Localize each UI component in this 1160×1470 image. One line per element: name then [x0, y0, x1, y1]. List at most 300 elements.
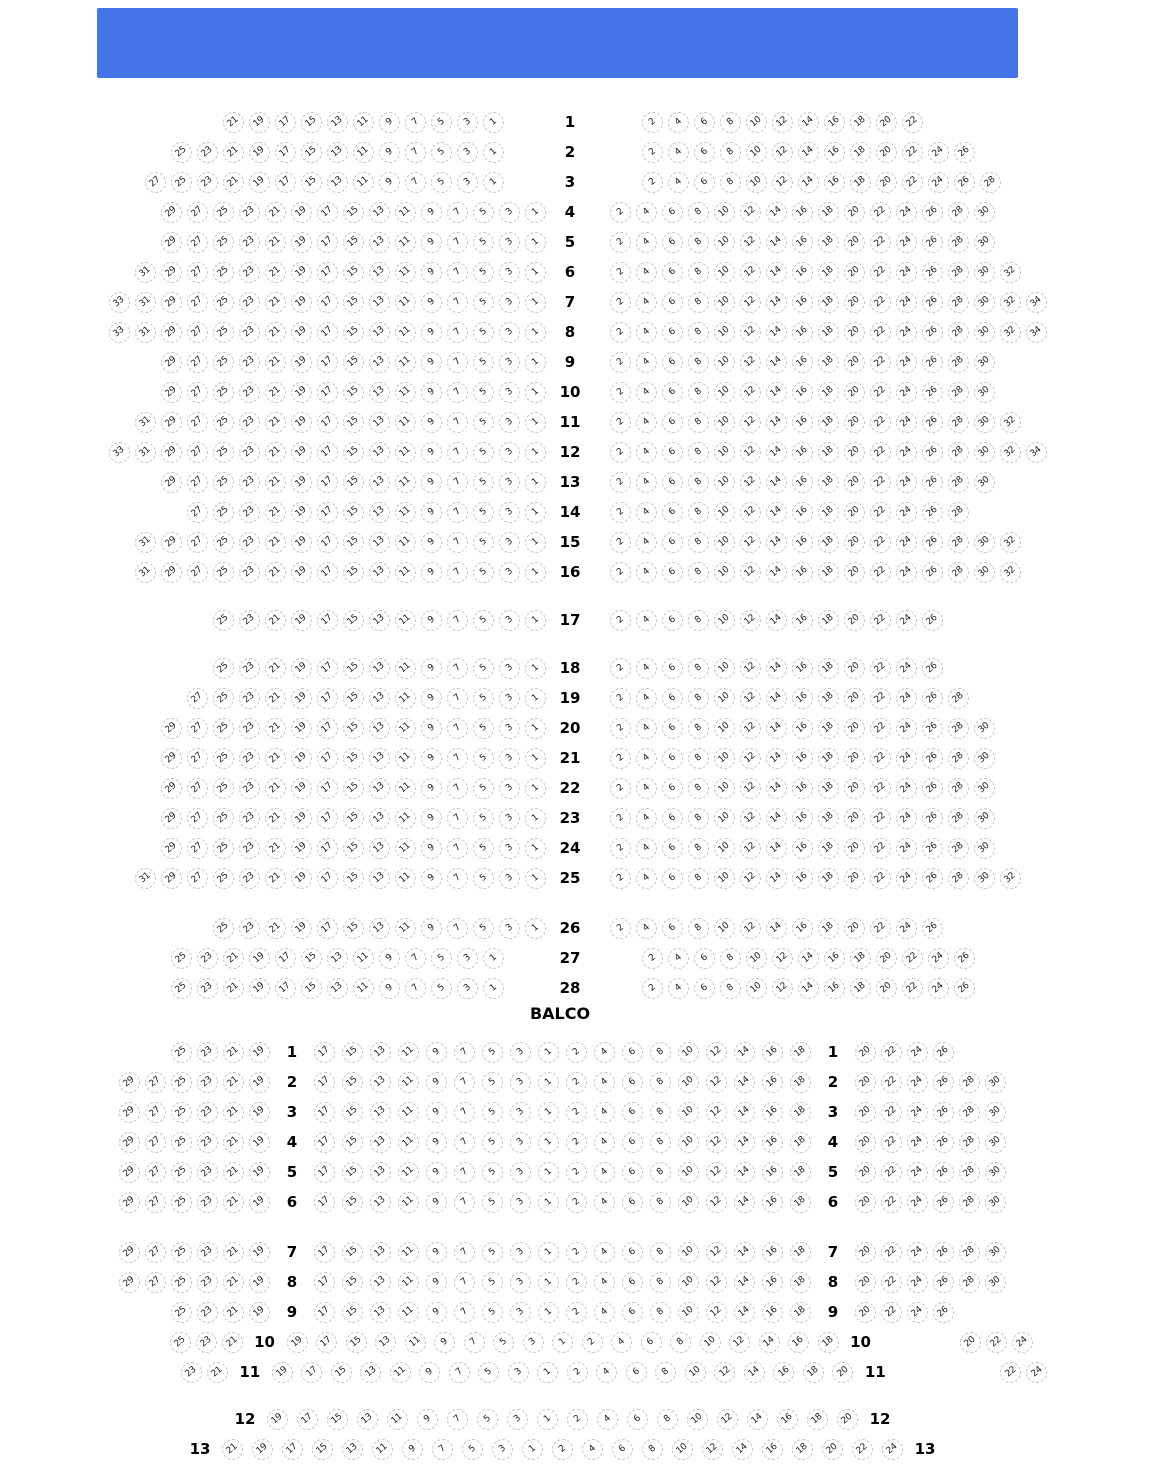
seat-6[interactable] — [662, 562, 683, 583]
seat-1[interactable] — [525, 442, 546, 463]
seat-20[interactable] — [855, 1272, 876, 1293]
seat-22[interactable] — [881, 1042, 902, 1063]
seat-7[interactable] — [447, 262, 468, 283]
seat-7[interactable] — [454, 1042, 475, 1063]
seat-5[interactable] — [482, 1272, 503, 1293]
seat-27[interactable] — [145, 1162, 166, 1183]
seat-6[interactable] — [662, 868, 683, 889]
seat-14[interactable] — [766, 718, 787, 739]
seat-28[interactable] — [948, 352, 969, 373]
seat-19[interactable] — [291, 718, 312, 739]
seat-3[interactable] — [510, 1272, 531, 1293]
seat-20[interactable] — [960, 1332, 981, 1353]
seat-5[interactable] — [482, 1042, 503, 1063]
seat-7[interactable] — [454, 1102, 475, 1123]
seat-12[interactable] — [740, 232, 761, 253]
seat-25[interactable] — [213, 532, 234, 553]
seat-4[interactable] — [594, 1302, 615, 1323]
seat-2[interactable] — [642, 142, 663, 163]
seat-21[interactable] — [265, 748, 286, 769]
seat-9[interactable] — [421, 778, 442, 799]
seat-4[interactable] — [636, 292, 657, 313]
seat-20[interactable] — [844, 562, 865, 583]
seat-15[interactable] — [343, 262, 364, 283]
seat-15[interactable] — [331, 1362, 352, 1383]
seat-23[interactable] — [239, 718, 260, 739]
seat-15[interactable] — [327, 1409, 348, 1430]
seat-23[interactable] — [197, 1042, 218, 1063]
seat-3[interactable] — [492, 1439, 513, 1460]
seat-22[interactable] — [870, 412, 891, 433]
seat-5[interactable] — [431, 172, 452, 193]
seat-16[interactable] — [762, 1302, 783, 1323]
seat-14[interactable] — [766, 352, 787, 373]
seat-18[interactable] — [818, 562, 839, 583]
seat-3[interactable] — [510, 1102, 531, 1123]
seat-1[interactable] — [538, 1272, 559, 1293]
seat-21[interactable] — [265, 322, 286, 343]
seat-3[interactable] — [510, 1302, 531, 1323]
seat-4[interactable] — [594, 1242, 615, 1263]
seat-19[interactable] — [249, 1192, 270, 1213]
seat-30[interactable] — [985, 1192, 1006, 1213]
seat-12[interactable] — [740, 718, 761, 739]
seat-6[interactable] — [622, 1042, 643, 1063]
seat-2[interactable] — [566, 1042, 587, 1063]
seat-27[interactable] — [145, 172, 166, 193]
seat-23[interactable] — [197, 1072, 218, 1093]
seat-17[interactable] — [314, 1272, 335, 1293]
seat-19[interactable] — [291, 502, 312, 523]
seat-11[interactable] — [387, 1409, 408, 1430]
seat-7[interactable] — [447, 808, 468, 829]
seat-5[interactable] — [431, 978, 452, 999]
seat-25[interactable] — [171, 142, 192, 163]
seat-26[interactable] — [933, 1102, 954, 1123]
seat-19[interactable] — [291, 562, 312, 583]
seat-26[interactable] — [922, 918, 943, 939]
seat-9[interactable] — [421, 562, 442, 583]
seat-30[interactable] — [974, 382, 995, 403]
seat-16[interactable] — [792, 232, 813, 253]
seat-33[interactable] — [109, 442, 130, 463]
seat-20[interactable] — [844, 688, 865, 709]
seat-1[interactable] — [538, 1242, 559, 1263]
seat-12[interactable] — [740, 322, 761, 343]
seat-18[interactable] — [818, 838, 839, 859]
seat-4[interactable] — [594, 1162, 615, 1183]
seat-21[interactable] — [265, 232, 286, 253]
seat-10[interactable] — [714, 322, 735, 343]
seat-4[interactable] — [668, 142, 689, 163]
seat-5[interactable] — [473, 442, 494, 463]
seat-26[interactable] — [933, 1162, 954, 1183]
seat-27[interactable] — [187, 688, 208, 709]
seat-19[interactable] — [291, 918, 312, 939]
seat-7[interactable] — [454, 1192, 475, 1213]
seat-21[interactable] — [223, 1042, 244, 1063]
seat-9[interactable] — [421, 868, 442, 889]
seat-18[interactable] — [818, 382, 839, 403]
seat-4[interactable] — [636, 688, 657, 709]
seat-28[interactable] — [948, 412, 969, 433]
seat-23[interactable] — [197, 142, 218, 163]
seat-7[interactable] — [447, 382, 468, 403]
seat-10[interactable] — [714, 808, 735, 829]
seat-22[interactable] — [881, 1072, 902, 1093]
seat-20[interactable] — [844, 262, 865, 283]
seat-1[interactable] — [525, 202, 546, 223]
seat-25[interactable] — [213, 748, 234, 769]
seat-10[interactable] — [714, 412, 735, 433]
seat-31[interactable] — [135, 322, 156, 343]
seat-17[interactable] — [317, 202, 338, 223]
seat-32[interactable] — [1000, 412, 1021, 433]
seat-10[interactable] — [678, 1302, 699, 1323]
seat-9[interactable] — [426, 1272, 447, 1293]
seat-26[interactable] — [954, 142, 975, 163]
seat-1[interactable] — [525, 688, 546, 709]
seat-7[interactable] — [449, 1362, 470, 1383]
seat-28[interactable] — [959, 1132, 980, 1153]
seat-6[interactable] — [694, 172, 715, 193]
seat-15[interactable] — [342, 1272, 363, 1293]
seat-8[interactable] — [688, 262, 709, 283]
seat-26[interactable] — [954, 172, 975, 193]
seat-13[interactable] — [370, 1272, 391, 1293]
seat-19[interactable] — [291, 322, 312, 343]
seat-29[interactable] — [161, 382, 182, 403]
seat-18[interactable] — [818, 718, 839, 739]
seat-17[interactable] — [314, 1102, 335, 1123]
seat-26[interactable] — [922, 442, 943, 463]
seat-13[interactable] — [369, 382, 390, 403]
seat-15[interactable] — [342, 1072, 363, 1093]
seat-20[interactable] — [876, 172, 897, 193]
seat-23[interactable] — [239, 808, 260, 829]
seat-9[interactable] — [421, 442, 442, 463]
seat-8[interactable] — [650, 1132, 671, 1153]
seat-21[interactable] — [265, 658, 286, 679]
seat-4[interactable] — [636, 718, 657, 739]
seat-10[interactable] — [714, 658, 735, 679]
seat-23[interactable] — [239, 232, 260, 253]
seat-32[interactable] — [1000, 562, 1021, 583]
seat-1[interactable] — [525, 838, 546, 859]
seat-15[interactable] — [343, 688, 364, 709]
seat-20[interactable] — [844, 718, 865, 739]
seat-8[interactable] — [688, 352, 709, 373]
seat-22[interactable] — [902, 112, 923, 133]
seat-5[interactable] — [477, 1409, 498, 1430]
seat-26[interactable] — [922, 262, 943, 283]
seat-19[interactable] — [287, 1332, 308, 1353]
seat-24[interactable] — [907, 1302, 928, 1323]
seat-22[interactable] — [902, 948, 923, 969]
seat-26[interactable] — [922, 868, 943, 889]
seat-27[interactable] — [187, 532, 208, 553]
seat-3[interactable] — [499, 352, 520, 373]
seat-27[interactable] — [145, 1102, 166, 1123]
seat-2[interactable] — [610, 748, 631, 769]
seat-10[interactable] — [687, 1409, 708, 1430]
seat-17[interactable] — [314, 1042, 335, 1063]
seat-14[interactable] — [798, 172, 819, 193]
seat-24[interactable] — [896, 918, 917, 939]
seat-22[interactable] — [852, 1439, 873, 1460]
seat-25[interactable] — [213, 262, 234, 283]
seat-3[interactable] — [499, 562, 520, 583]
seat-4[interactable] — [636, 232, 657, 253]
seat-14[interactable] — [798, 112, 819, 133]
seat-11[interactable] — [353, 978, 374, 999]
seat-3[interactable] — [499, 918, 520, 939]
seat-7[interactable] — [447, 658, 468, 679]
seat-23[interactable] — [197, 1162, 218, 1183]
seat-8[interactable] — [688, 688, 709, 709]
seat-8[interactable] — [642, 1439, 663, 1460]
seat-18[interactable] — [818, 658, 839, 679]
seat-12[interactable] — [740, 442, 761, 463]
seat-20[interactable] — [855, 1072, 876, 1093]
seat-11[interactable] — [398, 1242, 419, 1263]
seat-28[interactable] — [959, 1072, 980, 1093]
seat-18[interactable] — [818, 352, 839, 373]
seat-19[interactable] — [249, 1302, 270, 1323]
seat-18[interactable] — [818, 688, 839, 709]
seat-13[interactable] — [369, 442, 390, 463]
seat-13[interactable] — [327, 172, 348, 193]
seat-17[interactable] — [317, 532, 338, 553]
seat-6[interactable] — [662, 352, 683, 373]
seat-27[interactable] — [187, 352, 208, 373]
seat-24[interactable] — [896, 382, 917, 403]
seat-19[interactable] — [291, 778, 312, 799]
seat-13[interactable] — [357, 1409, 378, 1430]
seat-20[interactable] — [855, 1102, 876, 1123]
seat-11[interactable] — [398, 1192, 419, 1213]
seat-15[interactable] — [343, 562, 364, 583]
seat-34[interactable] — [1026, 292, 1047, 313]
seat-10[interactable] — [746, 978, 767, 999]
seat-6[interactable] — [662, 688, 683, 709]
seat-16[interactable] — [792, 778, 813, 799]
seat-10[interactable] — [678, 1102, 699, 1123]
seat-7[interactable] — [405, 948, 426, 969]
seat-24[interactable] — [928, 948, 949, 969]
seat-14[interactable] — [759, 1332, 780, 1353]
seat-30[interactable] — [974, 262, 995, 283]
seat-22[interactable] — [881, 1132, 902, 1153]
seat-3[interactable] — [457, 172, 478, 193]
seat-19[interactable] — [291, 658, 312, 679]
seat-9[interactable] — [426, 1132, 447, 1153]
seat-25[interactable] — [213, 718, 234, 739]
seat-11[interactable] — [395, 918, 416, 939]
seat-9[interactable] — [379, 172, 400, 193]
seat-11[interactable] — [398, 1302, 419, 1323]
seat-13[interactable] — [369, 778, 390, 799]
seat-1[interactable] — [525, 562, 546, 583]
seat-30[interactable] — [985, 1132, 1006, 1153]
seat-11[interactable] — [353, 112, 374, 133]
seat-2[interactable] — [566, 1272, 587, 1293]
seat-24[interactable] — [896, 808, 917, 829]
seat-20[interactable] — [844, 748, 865, 769]
seat-9[interactable] — [421, 472, 442, 493]
seat-19[interactable] — [249, 978, 270, 999]
seat-6[interactable] — [662, 658, 683, 679]
seat-19[interactable] — [249, 1072, 270, 1093]
seat-15[interactable] — [301, 172, 322, 193]
seat-11[interactable] — [395, 532, 416, 553]
seat-13[interactable] — [369, 868, 390, 889]
seat-1[interactable] — [538, 1302, 559, 1323]
seat-14[interactable] — [766, 778, 787, 799]
seat-21[interactable] — [265, 808, 286, 829]
seat-9[interactable] — [379, 978, 400, 999]
seat-20[interactable] — [876, 948, 897, 969]
seat-25[interactable] — [171, 948, 192, 969]
seat-26[interactable] — [922, 232, 943, 253]
seat-9[interactable] — [421, 748, 442, 769]
seat-13[interactable] — [370, 1102, 391, 1123]
seat-14[interactable] — [766, 918, 787, 939]
seat-24[interactable] — [896, 562, 917, 583]
seat-19[interactable] — [291, 868, 312, 889]
seat-3[interactable] — [499, 868, 520, 889]
seat-8[interactable] — [670, 1332, 691, 1353]
seat-3[interactable] — [510, 1242, 531, 1263]
seat-6[interactable] — [662, 532, 683, 553]
seat-4[interactable] — [636, 202, 657, 223]
seat-6[interactable] — [662, 748, 683, 769]
seat-9[interactable] — [417, 1409, 438, 1430]
seat-16[interactable] — [792, 562, 813, 583]
seat-27[interactable] — [187, 808, 208, 829]
seat-5[interactable] — [478, 1362, 499, 1383]
seat-7[interactable] — [447, 868, 468, 889]
seat-9[interactable] — [426, 1042, 447, 1063]
seat-1[interactable] — [537, 1362, 558, 1383]
seat-9[interactable] — [434, 1332, 455, 1353]
seat-13[interactable] — [369, 202, 390, 223]
seat-21[interactable] — [223, 112, 244, 133]
seat-22[interactable] — [870, 202, 891, 223]
seat-1[interactable] — [525, 718, 546, 739]
seat-2[interactable] — [610, 688, 631, 709]
seat-27[interactable] — [145, 1072, 166, 1093]
seat-25[interactable] — [213, 688, 234, 709]
seat-15[interactable] — [343, 352, 364, 373]
seat-24[interactable] — [896, 868, 917, 889]
seat-26[interactable] — [922, 562, 943, 583]
seat-29[interactable] — [161, 808, 182, 829]
seat-3[interactable] — [510, 1162, 531, 1183]
seat-29[interactable] — [161, 412, 182, 433]
seat-4[interactable] — [636, 808, 657, 829]
seat-30[interactable] — [974, 352, 995, 373]
seat-4[interactable] — [594, 1272, 615, 1293]
seat-19[interactable] — [267, 1409, 288, 1430]
seat-5[interactable] — [473, 472, 494, 493]
seat-20[interactable] — [832, 1362, 853, 1383]
seat-16[interactable] — [792, 412, 813, 433]
seat-12[interactable] — [772, 112, 793, 133]
seat-14[interactable] — [766, 688, 787, 709]
seat-23[interactable] — [197, 1102, 218, 1123]
seat-2[interactable] — [610, 262, 631, 283]
seat-27[interactable] — [187, 718, 208, 739]
seat-18[interactable] — [818, 502, 839, 523]
seat-9[interactable] — [402, 1439, 423, 1460]
seat-22[interactable] — [870, 442, 891, 463]
seat-17[interactable] — [316, 1332, 337, 1353]
seat-22[interactable] — [870, 472, 891, 493]
seat-16[interactable] — [824, 142, 845, 163]
seat-17[interactable] — [301, 1362, 322, 1383]
seat-24[interactable] — [896, 322, 917, 343]
seat-32[interactable] — [1000, 868, 1021, 889]
seat-33[interactable] — [109, 322, 130, 343]
seat-8[interactable] — [688, 658, 709, 679]
seat-4[interactable] — [636, 502, 657, 523]
seat-6[interactable] — [662, 610, 683, 631]
seat-25[interactable] — [213, 232, 234, 253]
seat-9[interactable] — [426, 1242, 447, 1263]
seat-20[interactable] — [844, 322, 865, 343]
seat-2[interactable] — [610, 412, 631, 433]
seat-25[interactable] — [213, 918, 234, 939]
seat-6[interactable] — [662, 202, 683, 223]
seat-30[interactable] — [974, 472, 995, 493]
seat-5[interactable] — [473, 262, 494, 283]
seat-17[interactable] — [317, 718, 338, 739]
seat-16[interactable] — [762, 1072, 783, 1093]
seat-15[interactable] — [343, 748, 364, 769]
seat-1[interactable] — [538, 1072, 559, 1093]
seat-15[interactable] — [343, 412, 364, 433]
seat-16[interactable] — [792, 202, 813, 223]
seat-21[interactable] — [265, 442, 286, 463]
seat-12[interactable] — [740, 352, 761, 373]
seat-10[interactable] — [714, 262, 735, 283]
seat-9[interactable] — [379, 112, 400, 133]
seat-25[interactable] — [213, 382, 234, 403]
seat-2[interactable] — [642, 172, 663, 193]
seat-20[interactable] — [844, 472, 865, 493]
seat-9[interactable] — [379, 948, 400, 969]
seat-10[interactable] — [672, 1439, 693, 1460]
seat-21[interactable] — [223, 1242, 244, 1263]
seat-3[interactable] — [499, 808, 520, 829]
seat-6[interactable] — [662, 412, 683, 433]
seat-23[interactable] — [239, 688, 260, 709]
seat-17[interactable] — [275, 112, 296, 133]
seat-14[interactable] — [766, 748, 787, 769]
seat-17[interactable] — [314, 1072, 335, 1093]
seat-26[interactable] — [933, 1242, 954, 1263]
seat-34[interactable] — [1026, 322, 1047, 343]
seat-14[interactable] — [766, 610, 787, 631]
seat-9[interactable] — [421, 718, 442, 739]
seat-25[interactable] — [213, 352, 234, 373]
seat-9[interactable] — [419, 1362, 440, 1383]
seat-27[interactable] — [187, 292, 208, 313]
seat-19[interactable] — [291, 532, 312, 553]
seat-23[interactable] — [197, 1272, 218, 1293]
seat-7[interactable] — [432, 1439, 453, 1460]
